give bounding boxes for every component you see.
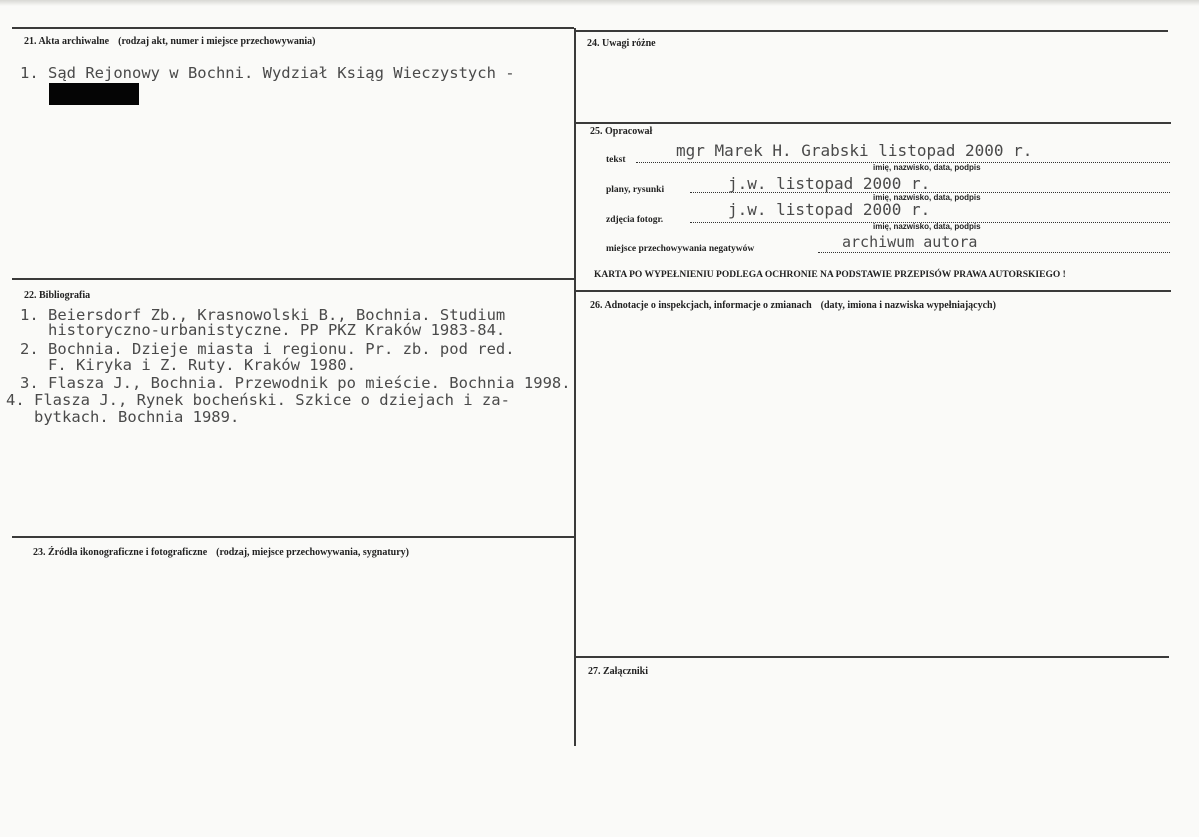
archival-record-line-1: 1. Sąd Rejonowy w Bochni. Wydział Ksiąg Wieczystych -: [20, 64, 515, 82]
bibliography-line-7: bytkach. Bochnia 1989.: [6, 408, 240, 426]
rule-25-26: [575, 290, 1171, 292]
section-21-heading: 21. Akta archiwalne: [24, 36, 110, 47]
negatives-field-value: archiwum autora: [842, 233, 978, 251]
photos-field-sublabel: imię, nazwisko, data, podpis: [873, 222, 981, 231]
bibliography-line-3: 2. Bochnia. Dzieje miasta i regionu. Pr. zb. pod red.: [20, 340, 515, 358]
copyright-notice: KARTA PO WYPEŁNIENIU PODLEGA OCHRONIE NA PODSTAWIE PRZEPISÓW PRAWA AUTORSKIEGO !: [594, 270, 1066, 280]
section-26-heading: 26. Adnotacje o inspekcjach, informacje o zmianach: [590, 300, 812, 311]
negatives-field-label: miejsce przechowywania negatywów: [606, 244, 755, 254]
section-23-heading: 23. Źródła ikonograficzne i fotograficzne: [33, 547, 208, 558]
bibliography-line-1: 1. Beiersdorf Zb., Krasnowolski B., Bochnia. Studium: [20, 306, 506, 324]
rule-21-22: [12, 278, 574, 280]
photos-field-value: j.w. listopad 2000 r.: [728, 200, 931, 219]
text-field-value: mgr Marek H. Grabski listopad 2000 r.: [676, 141, 1033, 160]
scan-edge: [0, 0, 1199, 6]
text-field-label: tekst: [606, 155, 626, 165]
top-rule-left: [12, 27, 574, 29]
text-field-sublabel: imię, nazwisko, data, podpis: [873, 163, 981, 172]
bibliography-line-5: 3. Flasza J., Bochnia. Przewodnik po mieście. Bochnia 1998.: [20, 374, 571, 392]
plans-field-sublabel: imię, nazwisko, data, podpis: [873, 193, 981, 202]
section-23-title: [33, 547, 409, 558]
plans-field-label: plany, rysunki: [606, 185, 665, 195]
section-21-subtitle: (rodzaj akt, numer i miejsce przechowywania): [118, 36, 316, 47]
photos-field-label: zdjęcia fotogr.: [606, 215, 664, 225]
section-25-title: 25. Opracował: [590, 126, 653, 137]
rule-24-25: [575, 122, 1171, 124]
section-21-title: [24, 36, 315, 47]
redaction-block: [49, 83, 139, 105]
section-22-title: 22. Bibliografia: [24, 290, 91, 301]
plans-field-value: j.w. listopad 2000 r.: [728, 174, 931, 193]
section-26-title: [590, 300, 996, 311]
section-24-title: 24. Uwagi różne: [587, 38, 656, 49]
bibliography-line-4: F. Kiryka i Z. Ruty. Kraków 1980.: [20, 356, 356, 374]
top-rule-right: [575, 30, 1168, 32]
rule-22-23: [12, 536, 574, 538]
bibliography-line-2: historyczno-urbanistyczne. PP PKZ Kraków 1983-84.: [20, 321, 506, 339]
negatives-field-dots: [818, 252, 1170, 253]
bibliography-line-6: 4. Flasza J., Rynek bocheński. Szkice o dziejach i za-: [6, 391, 510, 409]
center-divider: [574, 28, 576, 746]
section-23-subtitle: (rodzaj, miejsce przechowywania, sygnatury): [216, 547, 409, 558]
rule-26-27: [575, 656, 1169, 658]
section-27-title: 27. Załączniki: [588, 666, 649, 677]
section-26-subtitle: (daty, imiona i nazwiska wypełniających): [820, 300, 996, 311]
